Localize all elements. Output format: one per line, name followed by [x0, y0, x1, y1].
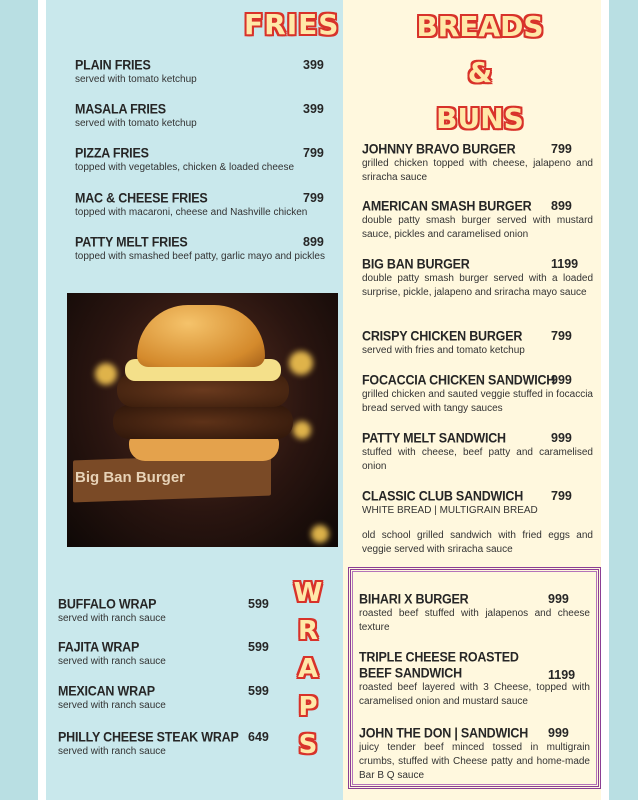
menu-item-fries — [75, 146, 337, 175]
item-price: 999 — [551, 373, 572, 387]
item-name: MEXICAN WRAP — [58, 683, 155, 699]
bokeh-light — [95, 363, 117, 385]
right-border-stripe — [609, 0, 638, 800]
item-description: juicy tender beef minced tossed in multigrain crumbs, stuffed with Cheese patty and home-made Bar B Q sauce — [359, 742, 590, 781]
item-price: 799 — [551, 142, 572, 156]
menu-item-breads — [362, 431, 593, 474]
item-price: 799 — [551, 329, 572, 343]
item-name: JOHN THE DON | SANDWICH — [359, 725, 529, 741]
menu-item-breads — [362, 199, 593, 242]
item-description: stuffed with cheese, beef patty and caramelised onion — [362, 447, 593, 472]
item-description: topped with vegetables, chicken & loaded cheese — [75, 162, 295, 173]
bokeh-light — [293, 421, 311, 439]
item-price: 599 — [248, 597, 269, 611]
item-price: 599 — [248, 684, 269, 698]
item-description: served with tomato ketchup — [75, 74, 197, 85]
menu-item-wraps — [58, 684, 270, 713]
photo-caption: Big Ban Burger — [75, 469, 186, 486]
item-price: 799 — [303, 146, 324, 160]
heading-letter: S — [298, 730, 318, 760]
heading-line: BREADS — [416, 10, 544, 43]
item-price: 899 — [303, 235, 324, 249]
item-name: FOCACCIA CHICKEN SANDWICH — [362, 372, 556, 388]
item-name: PHILLY CHEESE STEAK WRAP — [58, 729, 239, 745]
menu-item-breads — [362, 489, 593, 557]
wraps-heading — [290, 574, 326, 764]
item-price: 999 — [551, 431, 572, 445]
item-price: 1199 — [551, 257, 579, 271]
left-border-stripe — [0, 0, 38, 800]
item-description: served with ranch sauce — [58, 700, 166, 711]
item-description: grilled chicken and sauted veggie stuffed in focaccia bread served with tangy sauces — [362, 389, 593, 414]
heading-line: & — [467, 56, 493, 89]
item-price: 799 — [551, 489, 572, 503]
item-name: CRISPY CHICKEN BURGER — [362, 328, 523, 344]
menu-item-fries — [75, 58, 337, 87]
burger-photo — [67, 293, 338, 547]
item-description: served with ranch sauce — [58, 746, 166, 757]
menu-item-fries — [75, 191, 337, 220]
item-name: PLAIN FRIES — [75, 57, 151, 73]
item-name: JOHNNY BRAVO BURGER — [362, 141, 516, 157]
item-name: TRIPLE CHEESE ROASTED — [359, 649, 519, 665]
item-description: double patty smash burger served with mustard sauce, pickles and caramelised onion — [362, 215, 593, 240]
item-name: BUFFALO WRAP — [58, 596, 157, 612]
item-price: 899 — [551, 199, 572, 213]
item-name: PATTY MELT SANDWICH — [362, 430, 506, 446]
heading-letter: P — [298, 692, 318, 722]
item-name: BIHARI X BURGER — [359, 591, 469, 607]
item-description: topped with macaroni, cheese and Nashville chicken — [75, 207, 308, 218]
item-price: 399 — [303, 102, 324, 116]
item-description: roasted beef layered with 3 Cheese, topped with caramelised onion and mustard sauce — [359, 682, 590, 707]
menu-item-breads — [362, 257, 593, 300]
item-name: AMERICAN SMASH BURGER — [362, 198, 532, 214]
item-name: MAC & CHEESE FRIES — [75, 190, 208, 206]
item-name: MASALA FRIES — [75, 101, 166, 117]
menu-item-fries — [75, 235, 337, 264]
item-description: roasted beef stuffed with jalapenos and cheese texture — [359, 608, 590, 633]
bokeh-light — [311, 525, 329, 543]
item-price: 399 — [303, 58, 324, 72]
menu-item-special — [359, 592, 590, 635]
menu-item-fries — [75, 102, 337, 131]
menu-item-breads — [362, 329, 593, 358]
item-name: FAJITA WRAP — [58, 639, 140, 655]
item-name: PATTY MELT FRIES — [75, 234, 188, 250]
heading-letter: R — [297, 616, 319, 646]
menu-item-wraps — [58, 597, 270, 626]
menu-item-wraps — [58, 730, 270, 759]
item-description: old school grilled sandwich with fried eggs and veggie served with sriracha sauce — [362, 530, 593, 555]
item-name: BIG BAN BURGER — [362, 256, 470, 272]
item-name: PIZZA FRIES — [75, 145, 149, 161]
item-price: 999 — [548, 726, 569, 740]
breads-buns-heading — [380, 4, 580, 142]
item-description: grilled chicken topped with cheese, jalapeno and sriracha sauce — [362, 158, 593, 183]
item-name: CLASSIC CLUB SANDWICH — [362, 488, 524, 504]
fries-heading: FRIES — [244, 8, 340, 41]
menu-item-breads — [362, 142, 593, 185]
top-bun — [137, 305, 265, 367]
menu-item-wraps — [58, 640, 270, 669]
divider-line — [38, 0, 46, 800]
item-description: served with ranch sauce — [58, 656, 166, 667]
item-description: served with fries and tomato ketchup — [362, 345, 525, 356]
item-price: 799 — [303, 191, 324, 205]
heading-letter: W — [293, 578, 323, 608]
heading-letter: A — [297, 654, 319, 684]
beef-patty — [113, 405, 293, 439]
item-name: BEEF SANDWICH — [359, 665, 462, 681]
item-description: double patty smash burger served with a loaded surprise, pickle, jalapeno and sriracha mayo sauce — [362, 273, 593, 298]
menu-item-special — [359, 726, 590, 783]
divider-line — [601, 0, 609, 800]
bokeh-light — [289, 351, 313, 375]
item-price: 999 — [548, 592, 569, 606]
item-subtitle: WHITE BREAD | MULTIGRAIN BREAD — [362, 505, 538, 516]
item-price: 599 — [248, 640, 269, 654]
item-price: 649 — [248, 730, 269, 744]
item-description: served with ranch sauce — [58, 613, 166, 624]
menu-item-breads — [362, 373, 593, 416]
item-description: served with tomato ketchup — [75, 118, 197, 129]
item-price: 1199 — [548, 668, 576, 682]
menu-item-special — [359, 650, 590, 709]
heading-line: BUNS — [436, 102, 524, 135]
item-description: topped with smashed beef patty, garlic mayo and pickles — [75, 251, 325, 262]
